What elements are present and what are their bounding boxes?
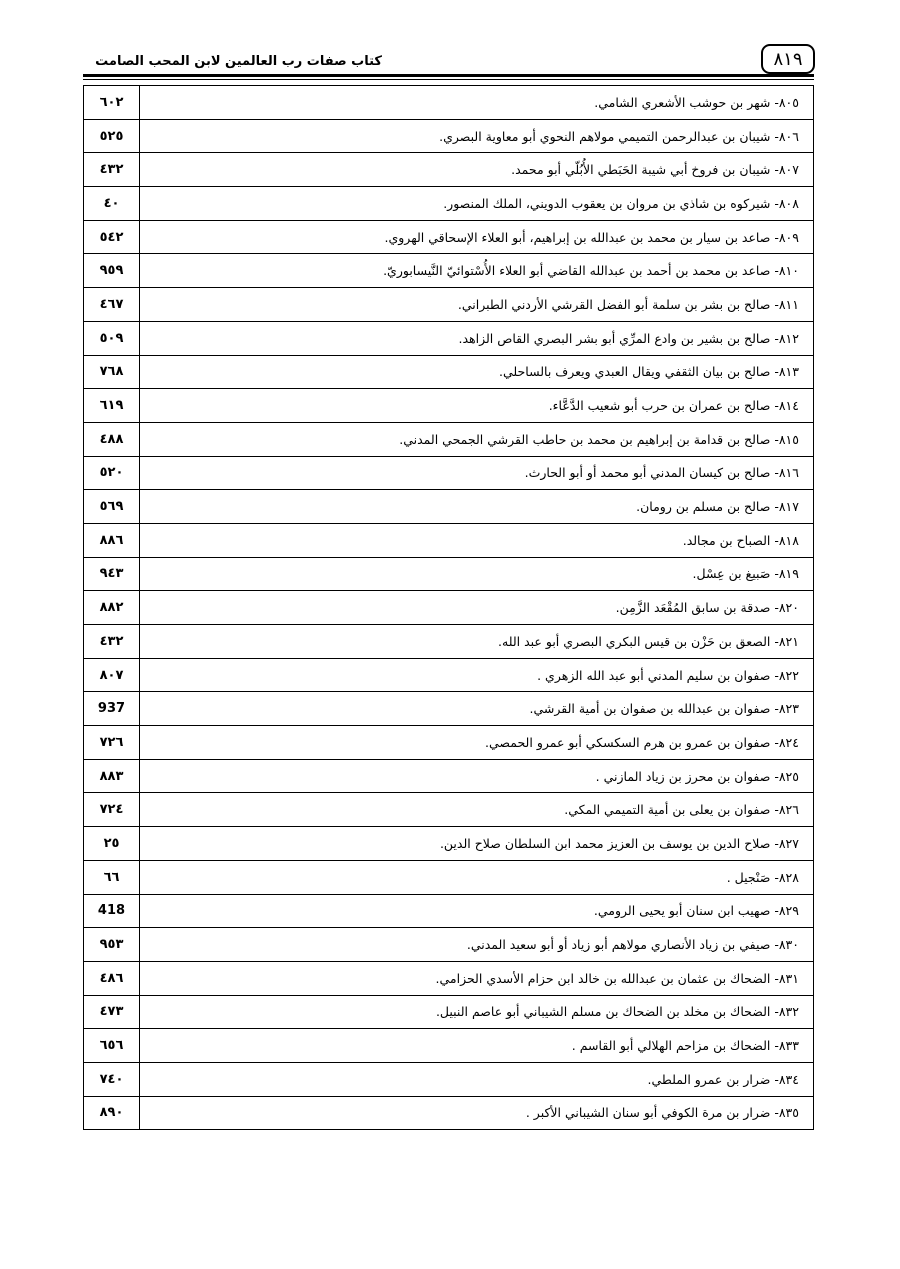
page-reference: ٥٢٥: [84, 119, 140, 153]
table-row: [84, 625, 814, 659]
page-reference: ٤٣٢: [84, 625, 140, 659]
entry-name: ٨٣٢- الضحاك بن مخلد بن الضحاك بن مسلم الشيباني أبو عاصم النبيل.: [140, 995, 814, 1029]
entry-name: ٨٠٦- شيبان بن عبدالرحمن التميمي مولاهم النحوي أبو معاوية البصري.: [140, 119, 814, 153]
entry-name: ٨٣٥- ضرار بن مرة الكوفي أبو سنان الشيباني الأكبر .: [140, 1096, 814, 1130]
page-reference: ٤٦٧: [84, 288, 140, 322]
table-row: [84, 961, 814, 995]
table-row: [84, 658, 814, 692]
table-row: [84, 389, 814, 423]
page-reference: ٦٥٦: [84, 1029, 140, 1063]
header-rule: [83, 74, 814, 77]
table-row: [84, 254, 814, 288]
page-reference: ٨٨٣: [84, 759, 140, 793]
table-row: [84, 86, 814, 120]
entry-name: ٨٠٥- شهر بن حوشب الأشعري الشامي.: [140, 86, 814, 120]
table-row: [84, 894, 814, 928]
page-reference: ٧٢٤: [84, 793, 140, 827]
table-row: [84, 456, 814, 490]
page-reference: ٩٤٣: [84, 557, 140, 591]
table-row: [84, 928, 814, 962]
table-row: [84, 1062, 814, 1096]
table-row: [84, 321, 814, 355]
page-reference: ٧٢٦: [84, 726, 140, 760]
page-reference: ٥٢٠: [84, 456, 140, 490]
index-table: [83, 85, 814, 1130]
entry-name: ٨٢٠- صدقة بن سابق المُقْعَد الزَّمِن.: [140, 591, 814, 625]
entry-name: ٨١٤- صالح بن عمران بن حرب أبو شعيب الدَّعَّاء.: [140, 389, 814, 423]
page-reference: 937: [84, 692, 140, 726]
table-row: [84, 119, 814, 153]
table-row: [84, 860, 814, 894]
page-reference: ٨٨٢: [84, 591, 140, 625]
page-reference: ٨٨٦: [84, 523, 140, 557]
table-row: [84, 759, 814, 793]
entry-name: ٨٠٧- شيبان بن فروخ أبي شيبة الحَبَطي الأُبُلّي أبو محمد.: [140, 153, 814, 187]
table-row: [84, 187, 814, 221]
table-row: [84, 827, 814, 861]
entry-name: ٨٢٩- صهيب ابن سنان أبو يحيى الرومي.: [140, 894, 814, 928]
page-reference: ٧٤٠: [84, 1062, 140, 1096]
page-reference: ٩٥٣: [84, 928, 140, 962]
entry-name: ٨٣٣- الضحاك بن مزاحم الهلالي أبو القاسم .: [140, 1029, 814, 1063]
table-row: [84, 1029, 814, 1063]
page-reference: ٧٦٨: [84, 355, 140, 389]
table-row: [84, 591, 814, 625]
table-row: [84, 692, 814, 726]
entry-name: ٨٢٧- صلاح الدين بن يوسف بن العزيز محمد ابن السلطان صلاح الدين.: [140, 827, 814, 861]
entry-name: ٨٢٢- صفوان بن سليم المدني أبو عبد الله الزهري .: [140, 658, 814, 692]
page-reference: ٨٠٧: [84, 658, 140, 692]
entry-name: ٨٣٤- ضرار بن عمرو الملطي.: [140, 1062, 814, 1096]
table-row: [84, 422, 814, 456]
entry-name: ٨١٩- صَبيغ بن عِسْل.: [140, 557, 814, 591]
table-row: [84, 1096, 814, 1130]
page-reference: ٤٣٢: [84, 153, 140, 187]
page-reference: ٢٥: [84, 827, 140, 861]
table-row: [84, 793, 814, 827]
page-reference: ٤٨٦: [84, 961, 140, 995]
entry-name: ٨١٥- صالح بن قدامة بن إبراهيم بن محمد بن حاطب القرشي الجمحي المدني.: [140, 422, 814, 456]
page-reference: ٥٠٩: [84, 321, 140, 355]
table-row: [84, 355, 814, 389]
entry-name: ٨٠٩- صاعد بن سيار بن محمد بن عبدالله بن إبراهيم، أبو العلاء الإسحاقي الهروي.: [140, 220, 814, 254]
entry-name: ٨٢٤- صفوان بن عمرو بن هرم السكسكي أبو عمرو الحمصي.: [140, 726, 814, 760]
entry-name: ٨١٨- الصباح بن مجالد.: [140, 523, 814, 557]
table-row: [84, 995, 814, 1029]
page-reference: ٥٤٢: [84, 220, 140, 254]
entry-name: ٨٣١- الضحاك بن عثمان بن عبدالله بن خالد ابن حزام الأسدي الحزامي.: [140, 961, 814, 995]
entry-name: ٨٢٦- صفوان بن يعلى بن أمية التميمي المكي.: [140, 793, 814, 827]
index-table-body: [84, 86, 814, 1130]
entry-name: ٨٢١- الصعق بن حَزْن بن قيس البكري البصري أبو عبد الله.: [140, 625, 814, 659]
page-reference: ٤٧٣: [84, 995, 140, 1029]
entry-name: ٨١٢- صالح بن بشير بن وادع المرِّي أبو بشر البصري القاص الزاهد.: [140, 321, 814, 355]
entry-name: ٨١٣- صالح بن بيان الثقفي ويقال العبدي ويعرف بالساحلي.: [140, 355, 814, 389]
page-reference: ٩٥٩: [84, 254, 140, 288]
entry-name: ٨١٧- صالح بن مسلم بن رومان.: [140, 490, 814, 524]
entry-name: ٨٣٠- صيفي بن زياد الأنصاري مولاهم أبو زياد أو أبو سعيد المدني.: [140, 928, 814, 962]
table-row: [84, 288, 814, 322]
entry-name: ٨٢٣- صفوان بن عبدالله بن صفوان بن أمية القرشي.: [140, 692, 814, 726]
page-reference: ٦١٩: [84, 389, 140, 423]
entry-name: ٨١٠- صاعد بن محمد بن أحمد بن عبدالله القاضي أبو العلاء الأُسْتوائيّ النَّيسابوريّ.: [140, 254, 814, 288]
entry-name: ٨٠٨- شيركوه بن شاذي بن مروان بن يعقوب الدويني، الملك المنصور.: [140, 187, 814, 221]
entry-name: ٨١١- صالح بن بشر بن سلمة أبو الفضل القرشي الأردني الطبراني.: [140, 288, 814, 322]
page-reference: ٦٦: [84, 860, 140, 894]
table-row: [84, 523, 814, 557]
table-row: [84, 220, 814, 254]
table-row: [84, 726, 814, 760]
page-reference: ٥٦٩: [84, 490, 140, 524]
page-reference: ٤٠: [84, 187, 140, 221]
page-number: ٨١٩: [761, 44, 815, 74]
page-reference: 418: [84, 894, 140, 928]
table-row: [84, 557, 814, 591]
entry-name: ٨٢٥- صفوان بن محرز بن زياد المازني .: [140, 759, 814, 793]
table-row: [84, 490, 814, 524]
book-title: كتاب صفات رب العالمين لابن المحب الصامت: [95, 54, 382, 69]
entry-name: ٨١٦- صالح بن كيسان المدني أبو محمد أو أبو الحارث.: [140, 456, 814, 490]
page-reference: ٤٨٨: [84, 422, 140, 456]
page-reference: ٨٩٠: [84, 1096, 140, 1130]
entry-name: ٨٢٨- صَنْجيل .: [140, 860, 814, 894]
table-row: [84, 153, 814, 187]
header-rule-thin: [83, 79, 814, 80]
page-reference: ٦٠٢: [84, 86, 140, 120]
